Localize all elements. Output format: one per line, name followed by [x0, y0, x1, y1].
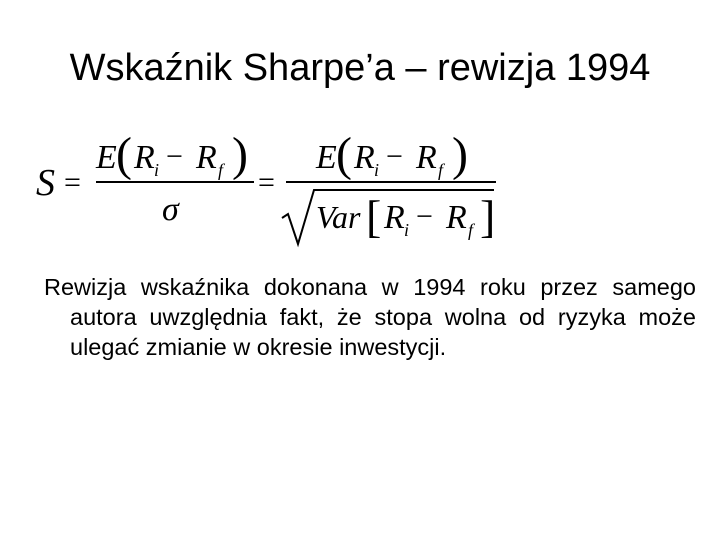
sharpe-ratio-formula — [36, 128, 506, 253]
numerator-2-sub-f: f — [438, 160, 444, 180]
numerator-1-e: E — [96, 139, 117, 176]
denominator-2-sub-f: f — [468, 220, 474, 240]
denominator-2-bracket-close: ] — [480, 191, 496, 242]
numerator-2-minus: − — [386, 140, 403, 173]
slide-title: Wskaźnik Sharpe’a – rewizja 1994 — [69, 47, 651, 89]
formula-graphic — [36, 128, 506, 253]
numerator-1-r-f: R — [196, 139, 217, 176]
denominator-2-bracket-open: [ — [366, 191, 382, 242]
denominator-2-r-i: R — [384, 199, 405, 236]
denominator-1-sigma: σ — [162, 191, 179, 228]
numerator-1-sub-i: i — [154, 160, 160, 180]
numerator-1-paren-open: ( — [116, 128, 132, 181]
formula-lhs: S — [36, 162, 55, 204]
numerator-1-paren-close: ) — [232, 128, 248, 181]
numerator-1-sub-f: f — [218, 160, 224, 180]
formula-eq-2: = — [258, 166, 275, 199]
numerator-2-r-f: R — [416, 139, 437, 176]
numerator-2-r-i: R — [354, 139, 375, 176]
numerator-2-sub-i: i — [374, 160, 380, 180]
body-paragraph: Rewizja wskaźnika dokonana w 1994 roku przez samego autora uwzględnia fakt, że stopa wolna od ryzyka może ulegać zmianie w okresie inwestycji. — [44, 274, 696, 360]
denominator-2-r-f: R — [446, 199, 467, 236]
denominator-2-var: Var — [316, 199, 361, 235]
denominator-2-sub-i: i — [404, 220, 410, 240]
numerator-2-paren-close: ) — [452, 128, 468, 181]
numerator-2-e: E — [316, 139, 337, 176]
formula-eq-1: = — [64, 166, 81, 199]
numerator-2-paren-open: ( — [336, 128, 352, 181]
numerator-1-r-i: R — [134, 139, 155, 176]
numerator-1-minus: − — [166, 140, 183, 173]
denominator-2-minus: − — [416, 200, 433, 233]
